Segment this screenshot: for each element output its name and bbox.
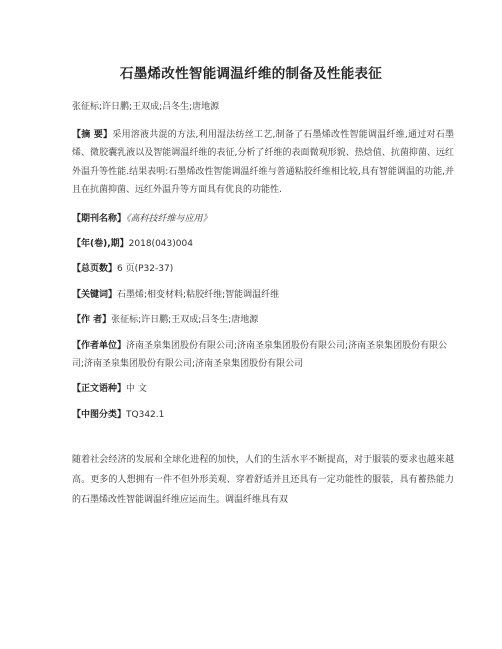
field-value: TQ342.1 [126,409,165,420]
abstract-text: 采用溶液共混的方法,利用湿法纺丝工艺,制备了石墨烯改性智能调温纤维,通过对石墨烯、微胶囊乳液以及智能调温纤维的表征,分析了纤维的表面微观形貌、热焓值、抗菌抑菌、远红外温升等性能.结果表明:石墨烯改性智能调温纤维与普通粘胶纤维相比较,具有智能调温的功能,并且在抗菌抑菌、远红外温升等方面具有优良的功能性. [72,130,454,196]
field-label: 【作 者】 [72,315,112,326]
field-label: 【年(卷),期】 [72,239,129,250]
field-label: 【正文语种】 [72,384,127,395]
field-pages [72,260,454,278]
field-classification [72,406,454,424]
field-value: 张征标;许日鹏;王双成;吕冬生;唐地源 [111,315,259,326]
field-label: 【总页数】 [72,264,118,275]
field-year [72,235,454,253]
field-keywords [72,286,454,304]
field-value: 6 页(P32-37) [117,264,174,275]
body-paragraph: 随着社会经济的发展和全球化进程的加快，人们的生活水平不断提高，对于服装的要求也越来越高。更多的人想拥有一件不但外形美观、穿着舒适并且还具有一定功能性的服装，具有蓄热能力的石墨烯改性智能调温纤维应运而生。调温纤维具有双 [72,455,454,506]
field-value: 《高科技纤维与应用》 [126,213,212,224]
authors-line: 张征标;许日鹏;王双成;吕冬生;唐地源 [72,102,220,112]
field-journal [72,210,454,228]
field-affiliation [72,337,454,374]
field-value: 石墨烯;相变材料;粘胶纤维;智能调温纤维 [117,289,280,300]
field-value: 济南圣泉集团股份有限公司;济南圣泉集团股份有限公司;济南圣泉集团股份有限公司;济南圣泉集团股份有限公司;济南圣泉集团股份有限公司 [72,340,448,370]
field-value: 中 文 [126,384,147,395]
abstract-label: 【摘 要】 [72,130,113,140]
field-label: 【期刊名称】 [72,213,127,224]
field-label: 【作者单位】 [72,340,127,351]
field-author [72,311,454,329]
abstract-section [72,126,454,200]
field-label: 【中图分类】 [72,409,127,420]
field-language [72,380,454,398]
document-title: 石墨烯改性智能调温纤维的制备及性能表征 [119,66,383,82]
field-value: 2018(043)004 [128,239,193,250]
field-label: 【关键词】 [72,289,118,300]
